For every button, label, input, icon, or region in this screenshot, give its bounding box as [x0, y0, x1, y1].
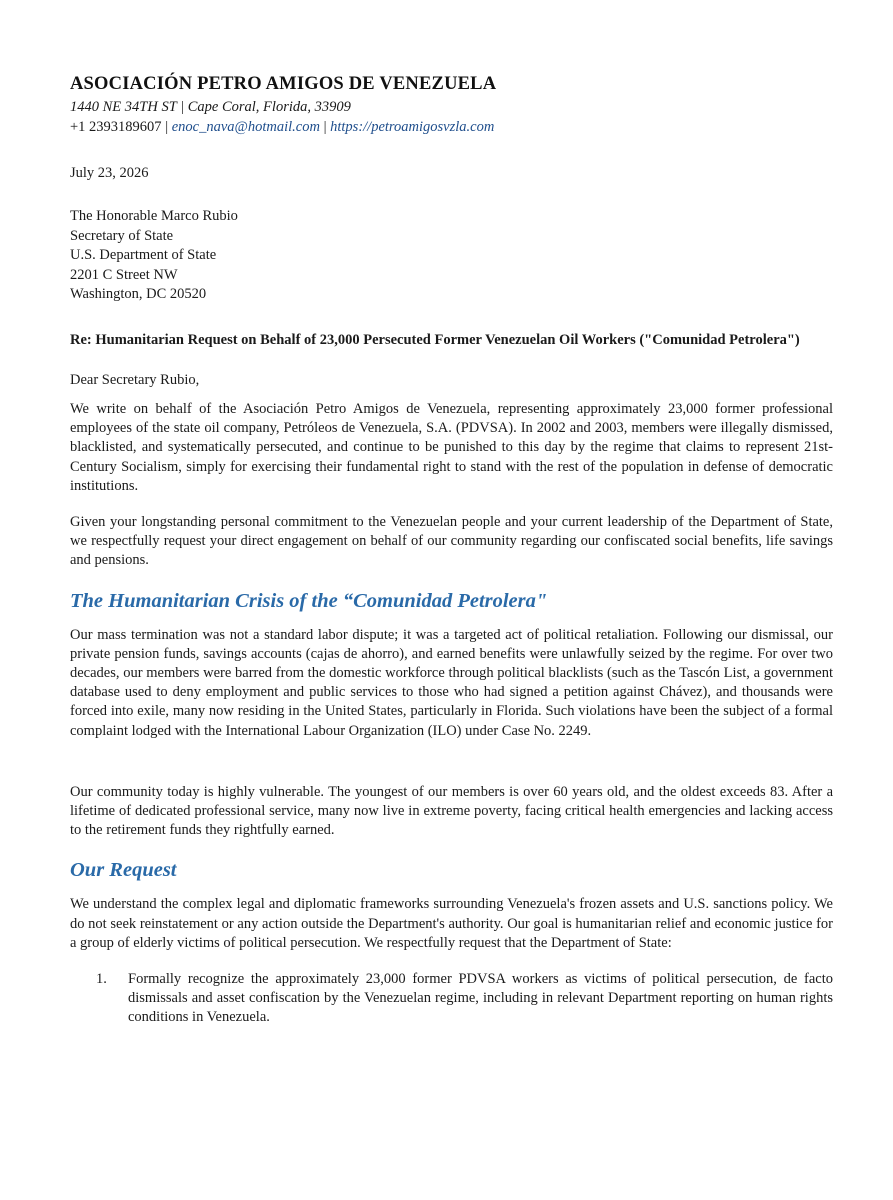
request-list [70, 970, 833, 1028]
organization-name: ASOCIACIÓN PETRO AMIGOS DE VENEZUELA [70, 74, 497, 94]
organization-address: 1440 NE 34TH ST | Cape Coral, Florida, 33909 [70, 99, 351, 115]
body-paragraph: We understand the complex legal and diplomatic frameworks surrounding Venezuela's frozen assets and U.S. sanctions policy. We do not seek reinstatement or any action outside the Department's authority. Our goal is humanitarian relief and economic justice for a group of elderly victims of political persecution. We respectfully request that the Department of State: [70, 896, 833, 951]
phone-number: +1 2393189607 [70, 119, 162, 135]
list-item-number: 1. [96, 971, 107, 988]
email-link[interactable]: enoc_nava@hotmail.com [171, 119, 320, 135]
separator: | [161, 119, 172, 135]
list-item-text: Formally recognize the approximately 23,000 former PDVSA workers as victims of political persecution, de facto dismissals and asset confiscation by the Venezuelan regime, including in relevant Department reporting on human rights conditions in Venezuela. [128, 971, 833, 1026]
contact-line [70, 117, 833, 137]
list-item [70, 970, 833, 1028]
recipient-line: 2201 C Street NW [70, 266, 178, 283]
body-paragraph: Our community today is highly vulnerable. The youngest of our members is over 60 years old, and the oldest exceeds 83. After a lifetime of dedicated professional service, many now live in extreme poverty, facing critical health emergencies and lacking access to the retirement funds they rightfully earned. [70, 783, 833, 839]
recipient-address [70, 207, 833, 305]
section-heading-crisis: The Humanitarian Crisis of the “Comunidad Petrolera" [70, 589, 548, 612]
subject-line: Re: Humanitarian Request on Behalf of 23,000 Persecuted Former Venezuelan Oil Workers ("Comunidad Petrolera") [70, 331, 800, 348]
letter-date: July 23, 2026 [70, 165, 149, 181]
body-paragraph: We write on behalf of the Asociación Petro Amigos de Venezuela, representing approximately 23,000 former professional employees of the state oil company, Petróleos de Venezuela, S.A. (PDVSA). In 2002 and 2003, members were illegally dismissed, blacklisted, and systematically persecuted, and continue to be punished to this day by the regime that claims to represent 21st-Century Socialism, simply for exercising their fundamental right to stand with the rest of the population in defense of democratic institutions. [70, 401, 833, 494]
recipient-line: Washington, DC 20520 [70, 286, 207, 302]
recipient-line: The Honorable Marco Rubio [70, 208, 238, 224]
website-link[interactable]: https://petroamigosvzla.com [330, 119, 495, 135]
separator: | [319, 119, 331, 135]
body-paragraph: Our mass termination was not a standard labor dispute; it was a targeted act of political retaliation. Following our dismissal, our private pension funds, savings accounts (cajas de ahorro), and earned benefits were unlawfully seized by the regime. For over two decades, our members were barred from the domestic workforce through political blacklists (such as the Tascón List, a government database used to deny employment and public services to those who had signed a petition against Chávez), and thousands were forced into exile, many now residing in the United States, particularly in Florida. Such violations have been the subject of a formal complaint lodged with the International Labour Organization (ILO) under Case No. 2249. [70, 626, 833, 739]
recipient-line: Secretary of State [70, 227, 174, 244]
section-heading-request: Our Request [70, 859, 177, 882]
letterhead [70, 74, 833, 137]
salutation: Dear Secretary Rubio, [70, 372, 200, 388]
body-paragraph: Given your longstanding personal commitment to the Venezuelan people and your current leadership of the Department of State, we respectfully request your direct engagement on behalf of our community regarding our confiscated social benefits, life savings and pensions. [70, 514, 833, 569]
recipient-line: U.S. Department of State [70, 247, 217, 263]
